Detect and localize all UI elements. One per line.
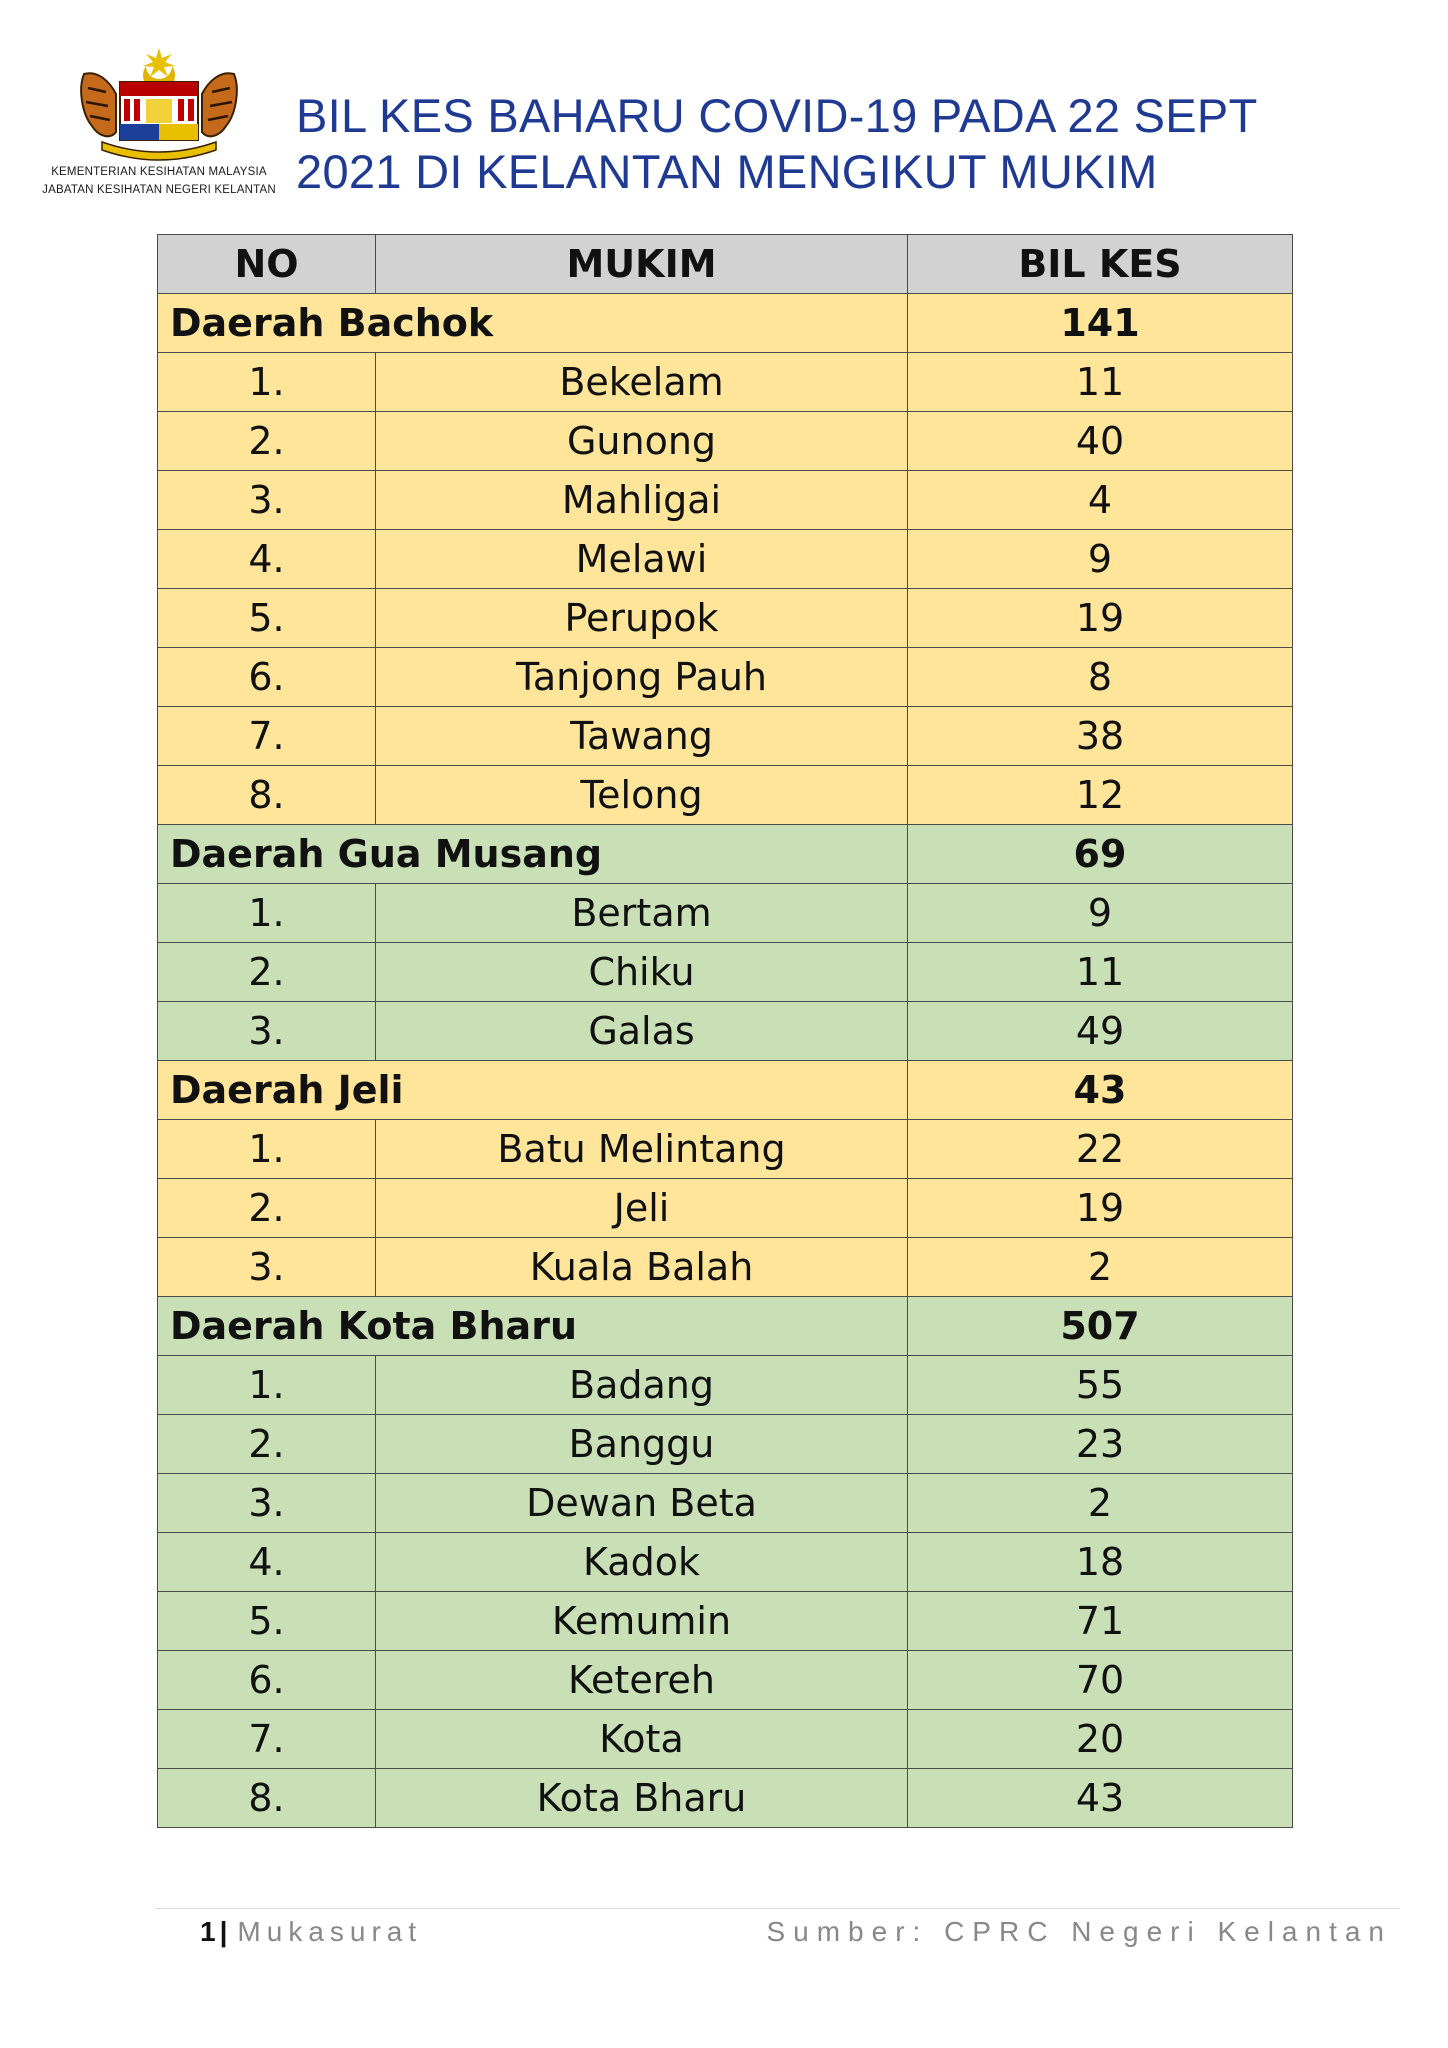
mukim-name: Banggu — [376, 1415, 908, 1474]
row-number: 3. — [158, 1474, 376, 1533]
table-row — [158, 1238, 1293, 1297]
title-line-1: BIL KES BAHARU COVID-19 PADA 22 SEPT — [296, 89, 1258, 142]
mukim-name: Jeli — [376, 1179, 908, 1238]
table-row — [158, 1592, 1293, 1651]
table-row — [158, 1002, 1293, 1061]
footer-separator: | — [219, 1916, 228, 1947]
mukim-name: Kota Bharu — [376, 1769, 908, 1828]
mukim-name: Kota — [376, 1710, 908, 1769]
case-count: 43 — [908, 1769, 1293, 1828]
table-row — [158, 1533, 1293, 1592]
case-count: 19 — [908, 1179, 1293, 1238]
footer-divider — [155, 1908, 1400, 1909]
table-row — [158, 1415, 1293, 1474]
mukim-name: Perupok — [376, 589, 908, 648]
case-count: 70 — [908, 1651, 1293, 1710]
table-row — [158, 353, 1293, 412]
case-count: 38 — [908, 707, 1293, 766]
district-row — [158, 1297, 1293, 1356]
table-header-row — [158, 235, 1293, 294]
case-count: 71 — [908, 1592, 1293, 1651]
case-count: 8 — [908, 648, 1293, 707]
district-name: Daerah Jeli — [158, 1061, 908, 1120]
case-count: 2 — [908, 1238, 1293, 1297]
case-count: 49 — [908, 1002, 1293, 1061]
district-total: 507 — [908, 1297, 1293, 1356]
row-number: 8. — [158, 1769, 376, 1828]
table-row — [158, 589, 1293, 648]
table-row — [158, 1474, 1293, 1533]
row-number: 7. — [158, 707, 376, 766]
mukim-name: Bekelam — [376, 353, 908, 412]
mukim-name: Melawi — [376, 530, 908, 589]
cases-table — [157, 234, 1293, 1828]
row-number: 2. — [158, 1179, 376, 1238]
case-count: 11 — [908, 943, 1293, 1002]
district-row — [158, 825, 1293, 884]
mukim-name: Tanjong Pauh — [376, 648, 908, 707]
case-count: 9 — [908, 530, 1293, 589]
header-bil-kes: BIL KES — [908, 235, 1293, 294]
mukim-name: Kemumin — [376, 1592, 908, 1651]
page-label: Mukasurat — [237, 1916, 423, 1947]
row-number: 1. — [158, 884, 376, 943]
mukim-name: Badang — [376, 1356, 908, 1415]
case-count: 55 — [908, 1356, 1293, 1415]
header-mukim: MUKIM — [376, 235, 908, 294]
ministry-logo — [36, 44, 282, 204]
table-row — [158, 884, 1293, 943]
district-row — [158, 1061, 1293, 1120]
row-number: 4. — [158, 530, 376, 589]
mukim-name: Telong — [376, 766, 908, 825]
row-number: 2. — [158, 943, 376, 1002]
source-note: Sumber: CPRC Negeri Kelantan — [766, 1916, 1392, 1947]
table-row — [158, 1356, 1293, 1415]
page-number: 1 — [200, 1916, 216, 1947]
page-title — [296, 88, 1406, 200]
table-row — [158, 471, 1293, 530]
row-number: 1. — [158, 1120, 376, 1179]
row-number: 1. — [158, 1356, 376, 1415]
mukim-name: Ketereh — [376, 1651, 908, 1710]
district-total: 43 — [908, 1061, 1293, 1120]
district-name: Daerah Kota Bharu — [158, 1297, 908, 1356]
mukim-name: Chiku — [376, 943, 908, 1002]
ministry-name: KEMENTERIAN KESIHATAN MALAYSIA — [51, 166, 267, 178]
mukim-name: Kadok — [376, 1533, 908, 1592]
table-row — [158, 530, 1293, 589]
table-row — [158, 1179, 1293, 1238]
table-body — [158, 294, 1293, 1828]
mukim-name: Bertam — [376, 884, 908, 943]
row-number: 2. — [158, 1415, 376, 1474]
table-row — [158, 766, 1293, 825]
case-count: 4 — [908, 471, 1293, 530]
mukim-name: Batu Melintang — [376, 1120, 908, 1179]
row-number: 8. — [158, 766, 376, 825]
district-name: Daerah Bachok — [158, 294, 908, 353]
mukim-name: Kuala Balah — [376, 1238, 908, 1297]
district-total: 141 — [908, 294, 1293, 353]
case-count: 18 — [908, 1533, 1293, 1592]
case-count: 2 — [908, 1474, 1293, 1533]
coat-of-arms-icon — [76, 44, 242, 164]
district-name: Daerah Gua Musang — [158, 825, 908, 884]
case-count: 40 — [908, 412, 1293, 471]
table-row — [158, 943, 1293, 1002]
table-row — [158, 1769, 1293, 1828]
table-row — [158, 412, 1293, 471]
row-number: 3. — [158, 1002, 376, 1061]
table-row — [158, 707, 1293, 766]
page-header — [36, 44, 1416, 214]
mukim-name: Mahligai — [376, 471, 908, 530]
case-count: 22 — [908, 1120, 1293, 1179]
row-number: 6. — [158, 648, 376, 707]
table-row — [158, 648, 1293, 707]
district-row — [158, 294, 1293, 353]
row-number: 7. — [158, 1710, 376, 1769]
table-row — [158, 1120, 1293, 1179]
table-row — [158, 1710, 1293, 1769]
case-count: 12 — [908, 766, 1293, 825]
row-number: 2. — [158, 412, 376, 471]
row-number: 5. — [158, 1592, 376, 1651]
department-name: JABATAN KESIHATAN NEGERI KELANTAN — [42, 184, 276, 196]
row-number: 6. — [158, 1651, 376, 1710]
mukim-name: Dewan Beta — [376, 1474, 908, 1533]
row-number: 3. — [158, 1238, 376, 1297]
row-number: 1. — [158, 353, 376, 412]
case-count: 11 — [908, 353, 1293, 412]
row-number: 5. — [158, 589, 376, 648]
mukim-name: Tawang — [376, 707, 908, 766]
table-row — [158, 1651, 1293, 1710]
case-count: 20 — [908, 1710, 1293, 1769]
district-total: 69 — [908, 825, 1293, 884]
title-line-2: 2021 DI KELANTAN MENGIKUT MUKIM — [296, 145, 1158, 198]
case-count: 19 — [908, 589, 1293, 648]
mukim-name: Galas — [376, 1002, 908, 1061]
page-footer-left — [200, 1916, 422, 1948]
case-count: 9 — [908, 884, 1293, 943]
row-number: 3. — [158, 471, 376, 530]
mukim-name: Gunong — [376, 412, 908, 471]
header-no: NO — [158, 235, 376, 294]
case-count: 23 — [908, 1415, 1293, 1474]
row-number: 4. — [158, 1533, 376, 1592]
